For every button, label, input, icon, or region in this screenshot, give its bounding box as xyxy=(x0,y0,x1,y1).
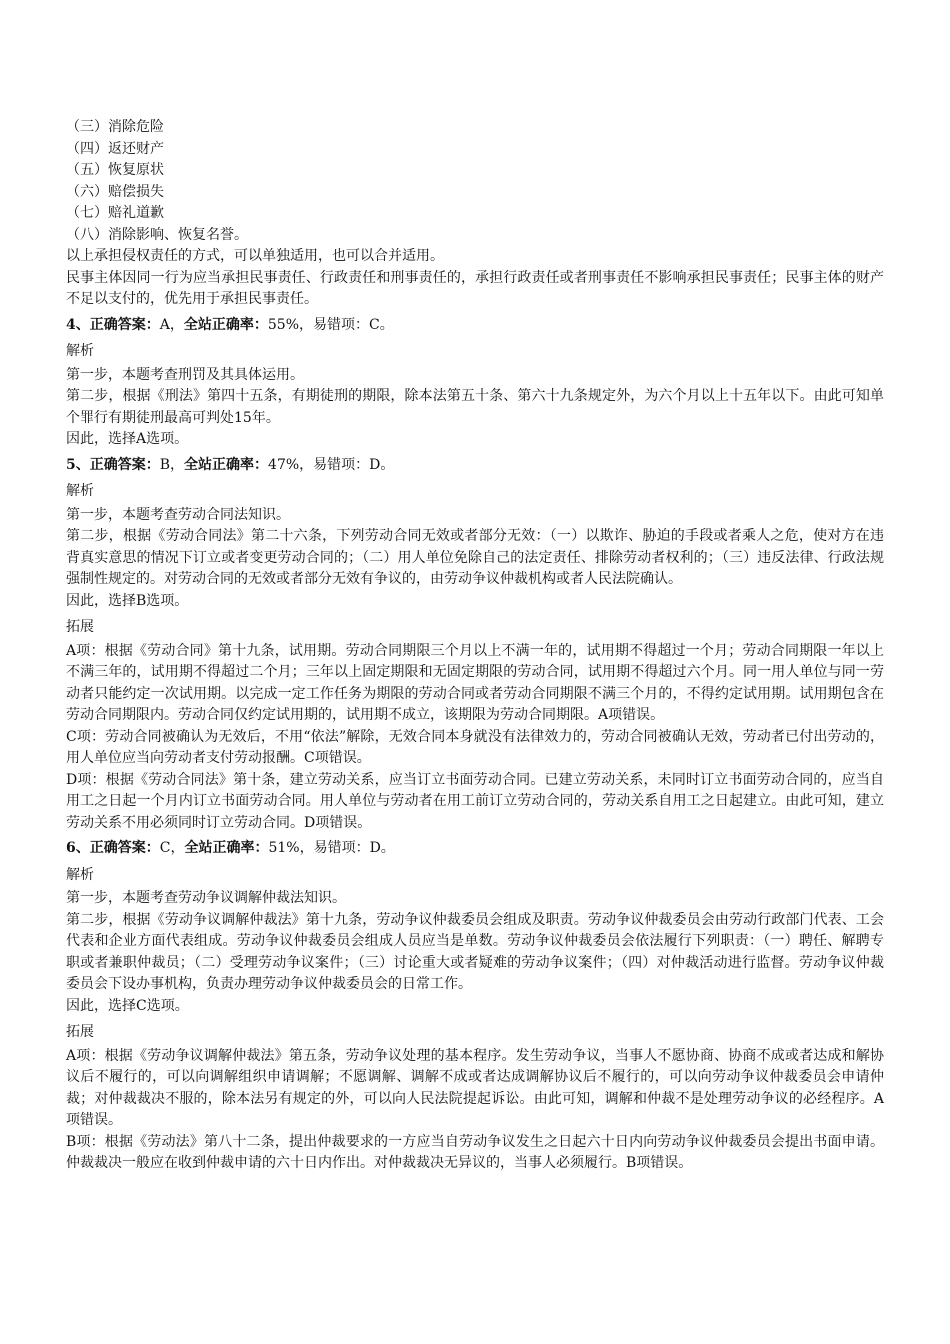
q6-analysis-label: 解析 xyxy=(66,866,94,883)
list-item: （六）赔偿损失 xyxy=(66,183,164,200)
q4-paragraph: 第一步，本题考查刑罚及其具体运用。 xyxy=(66,366,304,383)
list-item: （四）返还财产 xyxy=(66,140,164,157)
q5-answer: B， xyxy=(159,456,185,473)
q6-answer: C， xyxy=(159,840,185,856)
intro-paragraph: 以上承担侵权责任的方式，可以单独适用，也可以合并适用。 xyxy=(66,248,444,264)
remedy-list xyxy=(66,117,884,246)
list-item: （七）赔礼道歉 xyxy=(66,205,164,221)
q5-paragraph: 第二步，根据《劳动合同法》第二十六条，下列劳动合同无效或者部分无效：（一）以欺诈、胁迫的手段或者乘人之危，使对方在违背真实意思的情况下订立或者变更劳动合同的；（二）用人单位免除自己的法定责任、排除劳动者权利的；（三）违反法律、行政法规强制性规定的。对劳动合同的无效或者部分无效有争议的，由劳动争议仲裁机构或者人民法院确认。 xyxy=(66,528,884,587)
q6-rate: 51%，易错项：D。 xyxy=(268,840,395,856)
q6-expand-paragraph: A项：根据《劳动争议调解仲裁法》第五条，劳动争议处理的基本程序。发生劳动争议，当事人不愿协商、协商不成或者达成和解协议后不履行的，可以向调解组织申请调解；不愿调解、调解不成或者达成调解协议后不履行的，可以向劳动争议仲裁委员会申请仲裁；对仲裁裁决不服的，除本法另有规定的外，可以向人民法院提起诉讼。由此可知，调解和仲裁不是处理劳动争议的必经程序。A项错误。 xyxy=(66,1047,884,1128)
q6-answer-line xyxy=(66,838,884,860)
q6-rate-label: 全站正确率： xyxy=(184,840,269,856)
q5-answer-line xyxy=(66,455,884,477)
q4-rate-label: 全站正确率： xyxy=(183,316,268,333)
q4-paragraph: 因此，选择A选项。 xyxy=(66,431,189,447)
q4-rate: 55%，易错项：C。 xyxy=(267,316,394,333)
q5-head: 5、正确答案： xyxy=(66,456,160,473)
q4-head: 4、正确答案： xyxy=(66,316,160,333)
q5-expand-paragraph: D项：根据《劳动合同法》第十条，建立劳动关系，应当订立书面劳动合同。已建立劳动关系，未同时订立书面劳动合同的，应当自用工之日起一个月内订立书面劳动合同。用人单位与劳动者在用工前订立劳动合同的，劳动关系自用工之日起建立。由此可知，建立劳动关系不用必须同时订立劳动合同。D项错误。 xyxy=(66,771,884,831)
q5-paragraph: 第一步，本题考查劳动合同法知识。 xyxy=(66,506,290,523)
q4-analysis-label: 解析 xyxy=(66,343,94,359)
q5-expand-label: 拓展 xyxy=(66,619,94,635)
q6-paragraph: 第一步，本题考查劳动争议调解仲裁法知识。 xyxy=(66,890,346,906)
q5-paragraph: 因此，选择B选项。 xyxy=(66,592,189,609)
list-item: （三）消除危险 xyxy=(66,119,164,135)
list-item: （八）消除影响、恢复名誉。 xyxy=(66,226,248,243)
q6-paragraph: 第二步，根据《劳动争议调解仲裁法》第十九条，劳动争议仲裁委员会组成及职责。劳动争议仲裁委员会由劳动行政部门代表、工会代表和企业方面代表组成。劳动争议仲裁委员会组成人员应当是单数。劳动争议仲裁委员会依法履行下列职责：（一）聘任、解聘专职或者兼职仲裁员；（二）受理劳动争议案件；（三）讨论重大或者疑难的劳动争议案件；（四）对仲裁活动进行监督。劳动争议仲裁委员会下设办事机构，负责办理劳动争议仲裁委员会的日常工作。 xyxy=(66,911,884,992)
q5-expand-paragraph: C项：劳动合同被确认为无效后，不用“依法”解除，无效合同本身就没有法律效力的，劳动合同被确认无效，劳动者已付出劳动的，用人单位应当向劳动者支付劳动报酬。C项错误。 xyxy=(66,728,884,766)
q6-expand-label: 拓展 xyxy=(66,1024,94,1040)
q5-rate-label: 全站正确率： xyxy=(184,456,269,473)
q6-paragraph: 因此，选择C选项。 xyxy=(66,997,189,1014)
q5-analysis-label: 解析 xyxy=(66,483,94,499)
q4-paragraph: 第二步，根据《刑法》第四十五条，有期徒刑的期限，除本法第五十条、第六十九条规定外，为六个月以上十五年以下。由此可知单个罪行有期徒刑最高可判处15年。 xyxy=(66,388,884,426)
list-item: （五）恢复原状 xyxy=(66,162,164,178)
document-page xyxy=(66,117,884,1175)
intro-paragraph: 民事主体因同一行为应当承担民事责任、行政责任和刑事责任的，承担行政责任或者刑事责任不影响承担民事责任；民事主体的财产不足以支付的，优先用于承担民事责任。 xyxy=(66,269,884,307)
q6-head: 6、正确答案： xyxy=(66,840,160,856)
q5-rate: 47%，易错项：D。 xyxy=(268,456,395,473)
q5-expand-paragraph: A项：根据《劳动合同》第十九条，试用期。劳动合同期限三个月以上不满一年的，试用期不得超过一个月；劳动合同期限一年以上不满三年的，试用期不得超过二个月；三年以上固定期限和无固定期限的劳动合同，试用期不得超过六个月。同一用人单位与同一劳动者只能约定一次试用期。以完成一定工作任务为期限的劳动合同或者劳动合同期限不满三个月的，不得约定试用期。试用期包含在劳动合同期限内。劳动合同仅约定试用期的，试用期不成立，该期限为劳动合同期限。A项错误。 xyxy=(66,642,884,723)
q4-answer: A， xyxy=(159,316,184,333)
q6-expand-paragraph: B项：根据《劳动法》第八十二条，提出仲裁要求的一方应当自劳动争议发生之日起六十日内向劳动争议仲裁委员会提出书面申请。仲裁裁决一般应在收到仲裁申请的六十日内作出。对仲裁裁决无异议的，当事人必须履行。B项错误。 xyxy=(66,1133,884,1171)
q4-answer-line xyxy=(66,315,884,337)
